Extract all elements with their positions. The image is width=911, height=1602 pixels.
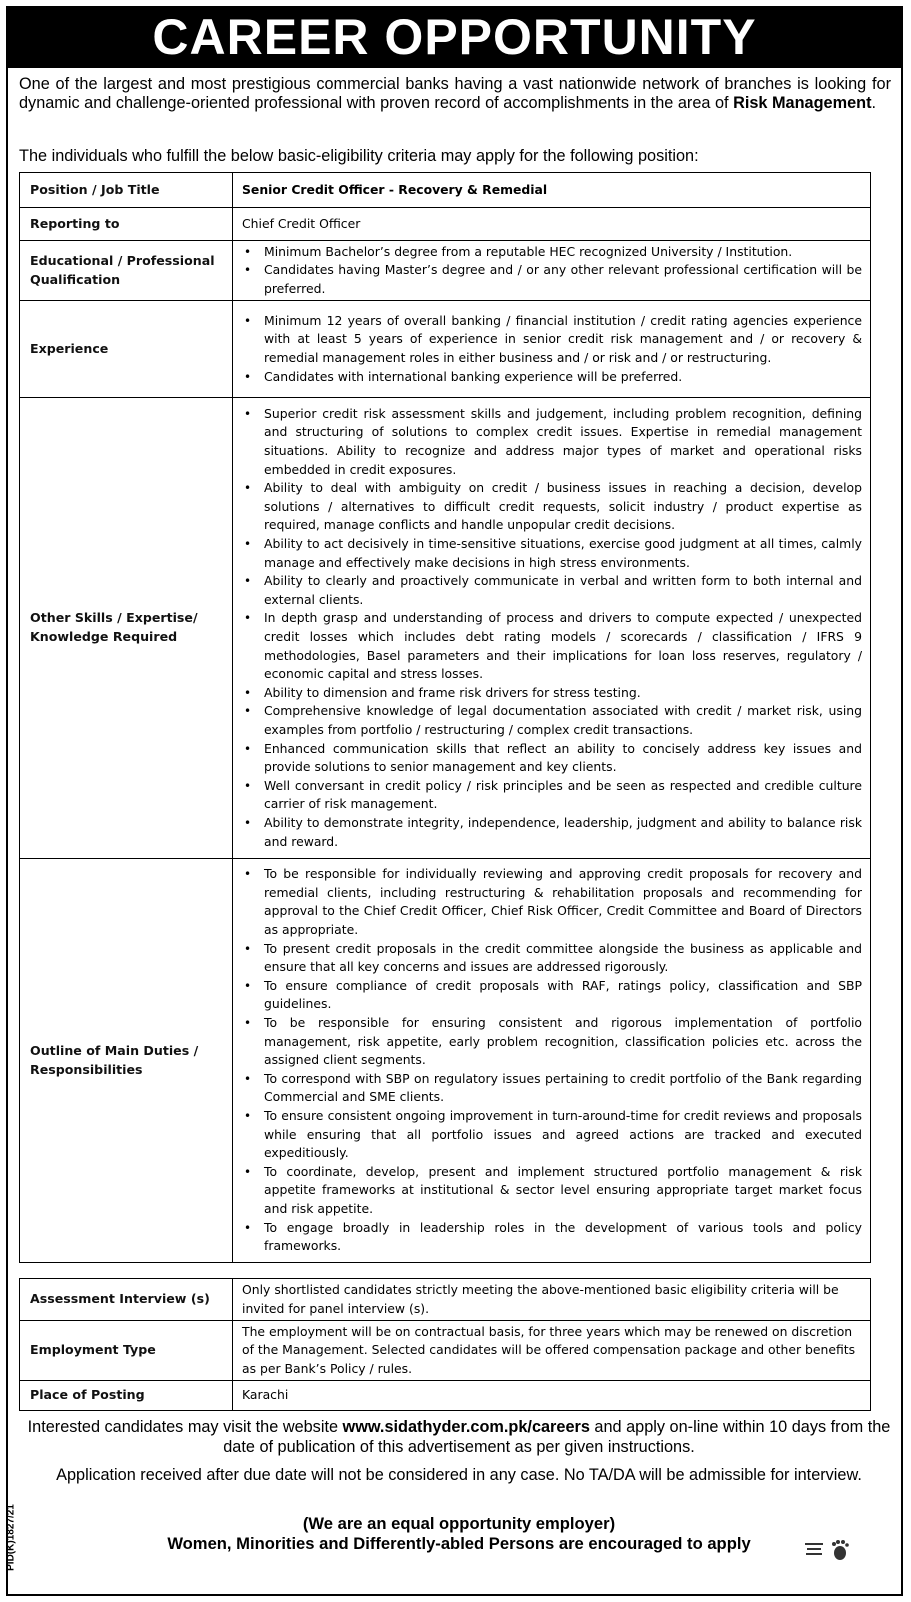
employment-label: Employment Type bbox=[20, 1321, 233, 1381]
list-item: • Superior credit risk assessment skills and judgement, including problem recognition, defining and structuring of solutions to complex credit issues. Expertise in remedial management situations. Ability to recognize and address major types of market and operational risks embedded in credit exposures. bbox=[242, 405, 862, 479]
table-row bbox=[20, 1381, 871, 1411]
posting-label: Place of Posting bbox=[20, 1381, 233, 1411]
pid-reference: PID(K)1827/21 bbox=[5, 1504, 17, 1571]
list-item: • Ability to act decisively in time-sensitive situations, exercise good judgment at all times, calmly manage and effectively make decisions in high stress environments. bbox=[242, 535, 862, 572]
posting-value: Karachi bbox=[233, 1381, 871, 1411]
position-label: Position / Job Title bbox=[20, 173, 233, 208]
list-item: • Enhanced communication skills that reflect an ability to concisely address key issues and provide solutions to senior management and key clients. bbox=[242, 740, 862, 777]
list-item: • To be responsible for ensuring consistent and rigorous implementation of portfolio management, risk appetite, early problem recognition, classification policies etc. across the assigned client segments. bbox=[242, 1014, 862, 1070]
page-title: CAREER OPPORTUNITY bbox=[6, 6, 903, 68]
list-item: • Ability to demonstrate integrity, independence, leadership, judgment and ability to balance risk and reward. bbox=[242, 814, 862, 851]
table-row bbox=[20, 301, 871, 398]
duties-label: Outline of Main Duties / Responsibilities bbox=[20, 859, 233, 1263]
table-row bbox=[20, 1321, 871, 1381]
table-row bbox=[20, 173, 871, 208]
list-item: • In depth grasp and understanding of process and drivers to compute expected / unexpected credit losses which includes debt rating models / scorecards / classification / IFRS 9 methodologies, Basel parameters and their implications for loan loss reserves, regulatory / economic capital and stress losses. bbox=[242, 609, 862, 683]
list-item: • Candidates with international banking experience will be preferred. bbox=[242, 368, 862, 387]
intro-highlight: Risk Management bbox=[733, 94, 872, 112]
duties-list bbox=[242, 865, 862, 1255]
equal-opportunity-note: (We are an equal opportunity employer) bbox=[302, 1514, 616, 1533]
list-item: • To present credit proposals in the credit committee alongside the business as applicable and ensure that all key concerns and issues are addressed rigorously. bbox=[242, 940, 862, 977]
employment-details-table bbox=[19, 1278, 871, 1411]
late-application-note: Application received after due date will not be considered in any case. No TA/DA will be admissible for interview. bbox=[56, 1466, 862, 1484]
list-item: • Minimum Bachelor’s degree from a reputable HEC recognized University / Institution. bbox=[242, 243, 862, 262]
eligibility-lead: The individuals who fulfill the below basic-eligibility criteria may apply for the following position: bbox=[19, 147, 699, 165]
table-row bbox=[20, 208, 871, 241]
list-item: • Ability to deal with ambiguity on credit / business issues in reaching a decision, develop solutions / alternatives to difficult credit requests, solicit industry / product expertise as required, manage conflicts and handle unpopular credit decisions. bbox=[242, 479, 862, 535]
list-item: • Ability to clearly and proactively communicate in verbal and written form to both internal and external clients. bbox=[242, 572, 862, 609]
pcfp-footprint-logo-icon bbox=[803, 1537, 895, 1563]
list-item: • To coordinate, develop, present and implement structured portfolio management & risk appetite frameworks at institutional & sector level ensuring appropriate target market focus and risk appetite. bbox=[242, 1163, 862, 1219]
encouragement-note: Women, Minorities and Differently-abled Persons are encouraged to apply bbox=[167, 1534, 751, 1553]
apply-instructions: Interested candidates may visit the website www.sidathyder.com.pk/careers and apply on-line within 10 days from the date of publication of this advertisement as per given instructions. bbox=[27, 1418, 891, 1456]
experience-list bbox=[242, 312, 862, 386]
employment-value: The employment will be on contractual basis, for three years which may be renewed on discretion of the Management. Selected candidates will be offered compensation package and other benefits as per Bank’s Policy / rules. bbox=[233, 1321, 871, 1381]
list-item: • To be responsible for individually reviewing and approving credit proposals for recovery and remedial clients, including restructuring & rehabilitation proposals and recommending for approval to the Chief Credit Officer, Chief Risk Officer, Credit Committee and Board of Directors as appropriate. bbox=[242, 865, 862, 939]
careers-website-link[interactable]: www.sidathyder.com.pk/careers bbox=[342, 1418, 590, 1436]
education-label: Educational / Professional Qualification bbox=[20, 241, 233, 301]
intro-paragraph: One of the largest and most prestigious commercial banks having a vast nationwide network of branches is looking for dynamic and challenge-oriented professional with proven record of accomplishments in the area of Risk Management. bbox=[19, 75, 891, 112]
assessment-label: Assessment Interview (s) bbox=[20, 1279, 233, 1321]
list-item: • Candidates having Master’s degree and / or any other relevant professional certification will be preferred. bbox=[242, 261, 862, 298]
list-item: • To ensure compliance of credit proposals with RAF, ratings policy, classification and SBP guidelines. bbox=[242, 977, 862, 1014]
table-row bbox=[20, 241, 871, 301]
list-item: • Well conversant in credit policy / risk principles and be seen as respected and credible culture carrier of risk management. bbox=[242, 777, 862, 814]
assessment-value: Only shortlisted candidates strictly meeting the above-mentioned basic eligibility criteria will be invited for panel interview (s). bbox=[233, 1279, 871, 1321]
skills-list bbox=[242, 405, 862, 851]
job-details-table bbox=[19, 172, 871, 1263]
list-item: • To engage broadly in leadership roles in the development of various tools and policy frameworks. bbox=[242, 1219, 862, 1256]
list-item: • To ensure consistent ongoing improvement in turn-around-time for credit reviews and proposals while ensuring that all portfolio issues and agreed actions are tracked and executed expeditiously. bbox=[242, 1107, 862, 1163]
table-row bbox=[20, 859, 871, 1263]
skills-label: Other Skills / Expertise/ Knowledge Required bbox=[20, 398, 233, 859]
list-item: • To correspond with SBP on regulatory issues pertaining to credit portfolio of the Bank regarding Commercial and SME clients. bbox=[242, 1070, 862, 1107]
table-row bbox=[20, 1279, 871, 1321]
education-list bbox=[242, 243, 862, 299]
table-row bbox=[20, 398, 871, 859]
pcfp-logo bbox=[803, 1537, 895, 1563]
experience-label: Experience bbox=[20, 301, 233, 398]
list-item: • Comprehensive knowledge of legal documentation associated with credit / market risk, using examples from portfolio / restructuring / complex credit transactions. bbox=[242, 702, 862, 739]
list-item: • Ability to dimension and frame risk drivers for stress testing. bbox=[242, 684, 862, 703]
reporting-value: Chief Credit Officer bbox=[233, 208, 871, 241]
position-value: Senior Credit Officer - Recovery & Remedial bbox=[233, 173, 871, 208]
list-item: • Minimum 12 years of overall banking / financial institution / credit rating agencies experience with at least 5 years of experience in senior credit risk management and / or recovery & remedial management roles in either business and / or risk and / or restructuring. bbox=[242, 312, 862, 368]
reporting-label: Reporting to bbox=[20, 208, 233, 241]
